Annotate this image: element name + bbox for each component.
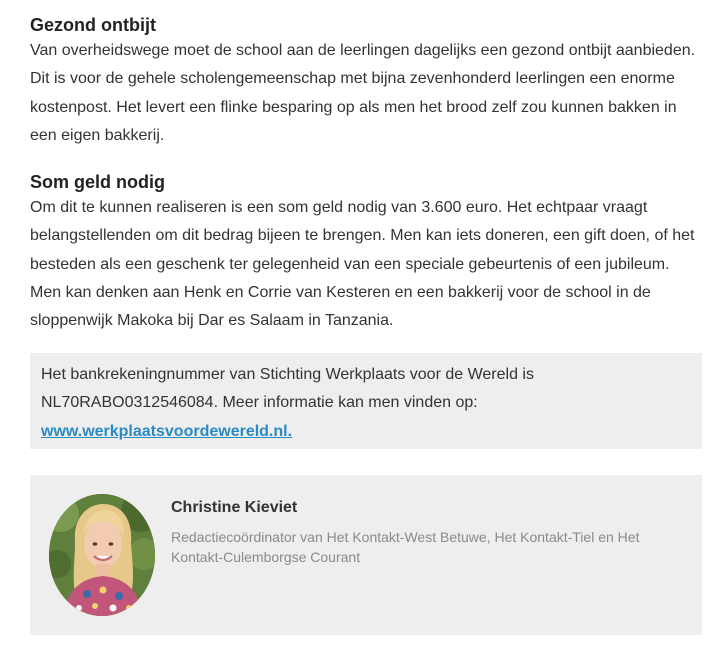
bank-info-text: [41, 361, 690, 446]
author-name: Christine Kieviet: [171, 499, 298, 516]
section-heading: Gezond ontbijt: [30, 15, 156, 35]
bank-info-sentence: Het bankrekeningnummer van Stichting Werkplaats voor de Wereld is NL70RABO0312546084. Meer informatie kan men vinden op:: [41, 366, 534, 412]
author-avatar: [49, 494, 155, 616]
section-heading: Som geld nodig: [30, 172, 165, 192]
author-box: [30, 475, 702, 635]
author-role: Redactiecoördinator van Het Kontakt-West Betuwe, Het Kontakt-Tiel en Het Kontakt-Culemborgse Courant: [171, 529, 640, 565]
section-som-geld-nodig: [30, 170, 702, 335]
author-photo: [49, 494, 155, 616]
section-body: Van overheidswege moet de school aan de leerlingen dagelijks een gezond ontbijt aanbieden. Dit is voor de gehele scholengemeenschap met bijna zevenhonderd leerlingen een enorme kostenpost. Het levert een flinke besparing op als men het brood zelf zou kunnen bakken in een eigen bakkerij.: [30, 42, 696, 144]
section-gezond-ontbijt: [30, 13, 702, 150]
website-link[interactable]: www.werkplaatsvoordewereld.nl.: [41, 422, 293, 440]
section-body: Om dit te kunnen realiseren is een som geld nodig van 3.600 euro. Het echtpaar vraagt belangstellenden om dit bedrag bijeen te brengen. Men kan iets doneren, een gift doen, of het besteden als een geschenk ter gelegenheid van een speciale gebeurtenis of een jubileum. Men kan denken aan Henk en Corrie van Kesteren en een bakkerij voor de school in de sloppenwijk Makoka bij Dar es Salaam in Tanzania.: [30, 199, 695, 330]
bank-info-box: [30, 353, 702, 449]
